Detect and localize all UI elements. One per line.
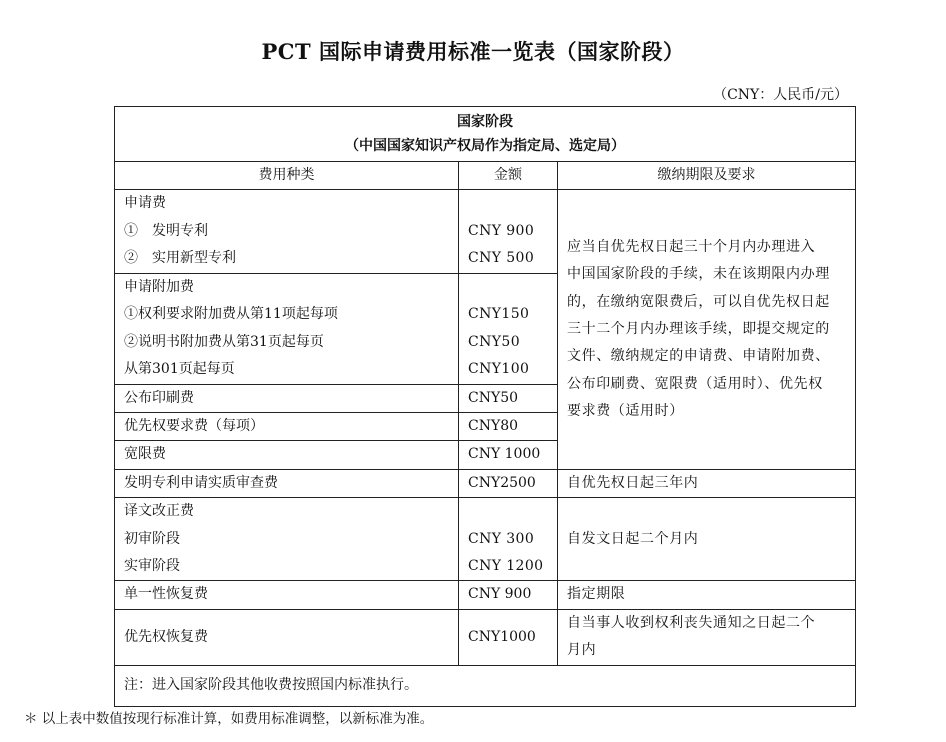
requirement-line: 要求费（适用时）	[567, 403, 684, 420]
requirement-cell: 自优先权日起三年内	[558, 469, 856, 497]
fee-name-cell	[115, 190, 459, 273]
fee-name-cell: 发明专利申请实质审查费	[115, 469, 459, 497]
fee-table	[114, 106, 856, 707]
fee-amount: CNY 1200	[468, 558, 544, 575]
fee-name: 译文改正费	[124, 503, 194, 520]
requirement-cell: 指定期限	[558, 581, 856, 609]
table-row	[115, 190, 856, 273]
footnote: ＊ 以上表中数值按现行标准计算，如费用标准调整，以新标准为准。	[24, 711, 434, 727]
requirement-cell: 自发文日起二个月内	[558, 498, 856, 581]
table-row	[115, 498, 856, 581]
fee-amount-cell: CNY50	[459, 384, 558, 412]
fee-amount-cell: CNY1000	[459, 609, 558, 665]
fee-amount-cell: CNY2500	[459, 469, 558, 497]
fee-amount-cell: CNY 1000	[459, 441, 558, 469]
requirement-line: 应当自优先权日起三十个月内办理进入	[567, 238, 816, 255]
fee-amount-cell	[459, 498, 558, 581]
column-header-fee-type: 费用种类	[115, 162, 459, 190]
fee-name-cell: 单一性恢复费	[115, 581, 459, 609]
fee-name-cell: 公布印刷费	[115, 384, 459, 412]
fee-amount: CNY150	[468, 306, 530, 323]
fee-amount: CNY 900	[468, 222, 535, 239]
fee-amount-cell: CNY 900	[459, 581, 558, 609]
table-row	[115, 609, 856, 665]
fee-amount	[468, 274, 557, 301]
fee-name-cell	[115, 498, 459, 581]
column-header-row	[115, 162, 856, 190]
fee-name: 从第301页起每页	[124, 361, 235, 378]
page-title: PCT 国际申请费用标准一览表（国家阶段）	[261, 39, 685, 64]
column-header-requirement: 缴纳期限及要求	[558, 162, 856, 190]
fee-name-cell	[115, 273, 459, 384]
requirement-line: 文件、缴纳规定的申请费、申请附加费、	[567, 348, 830, 365]
stage-header-line1: 国家阶段	[457, 114, 514, 130]
requirement-cell-entry	[558, 190, 856, 469]
requirement-line: 中国国家阶段的手续，未在该期限内办理	[567, 266, 830, 283]
requirement-cell	[558, 609, 856, 665]
requirement-line: 三十二个月内办理该手续，即提交规定的	[567, 320, 830, 337]
table-note: 注：进入国家阶段其他收费按照国内标准执行。	[115, 665, 856, 706]
table-row	[115, 469, 856, 497]
fee-name: ② 实用新型专利	[124, 250, 236, 267]
fee-name-cell: 优先权恢复费	[115, 609, 459, 665]
note-row	[115, 665, 856, 706]
fee-name: 实审阶段	[124, 558, 180, 575]
fee-amount: CNY100	[468, 361, 530, 378]
fee-name: 初审阶段	[124, 530, 180, 547]
stage-header	[115, 107, 856, 162]
fee-name-cell: 宽限费	[115, 441, 459, 469]
requirement-line: 的，在缴纳宽限费后，可以自优先权日起	[567, 293, 830, 310]
fee-amount	[468, 498, 557, 525]
fee-name: ②说明书附加费从第31页起每页	[124, 333, 324, 350]
fee-name: ① 发明专利	[124, 222, 208, 239]
fee-amount-cell	[459, 190, 558, 273]
fee-amount	[468, 190, 557, 217]
fee-name: ①权利要求附加费从第11项起每项	[124, 306, 338, 323]
fee-name-cell: 优先权要求费（每项）	[115, 413, 459, 441]
currency-unit-note: （CNY：人民币/元）	[713, 87, 848, 103]
fee-name: 申请费	[124, 195, 166, 212]
requirement-line: 月内	[567, 642, 597, 659]
stage-header-line2: （中国国家知识产权局作为指定局、选定局）	[345, 138, 626, 154]
fee-amount: CNY50	[468, 333, 521, 350]
fee-name: 申请附加费	[124, 278, 194, 295]
fee-amount-cell: CNY80	[459, 413, 558, 441]
requirement-line: 公布印刷费、宽限费（适用时）、优先权	[567, 375, 823, 392]
fee-amount: CNY 300	[468, 530, 535, 547]
table-row	[115, 581, 856, 609]
requirement-line: 自当事人收到权利丧失通知之日起二个	[567, 614, 816, 631]
column-header-amount: 金额	[459, 162, 558, 190]
fee-amount-cell	[459, 273, 558, 384]
table-header-row	[115, 107, 856, 162]
fee-amount: CNY 500	[468, 250, 535, 267]
